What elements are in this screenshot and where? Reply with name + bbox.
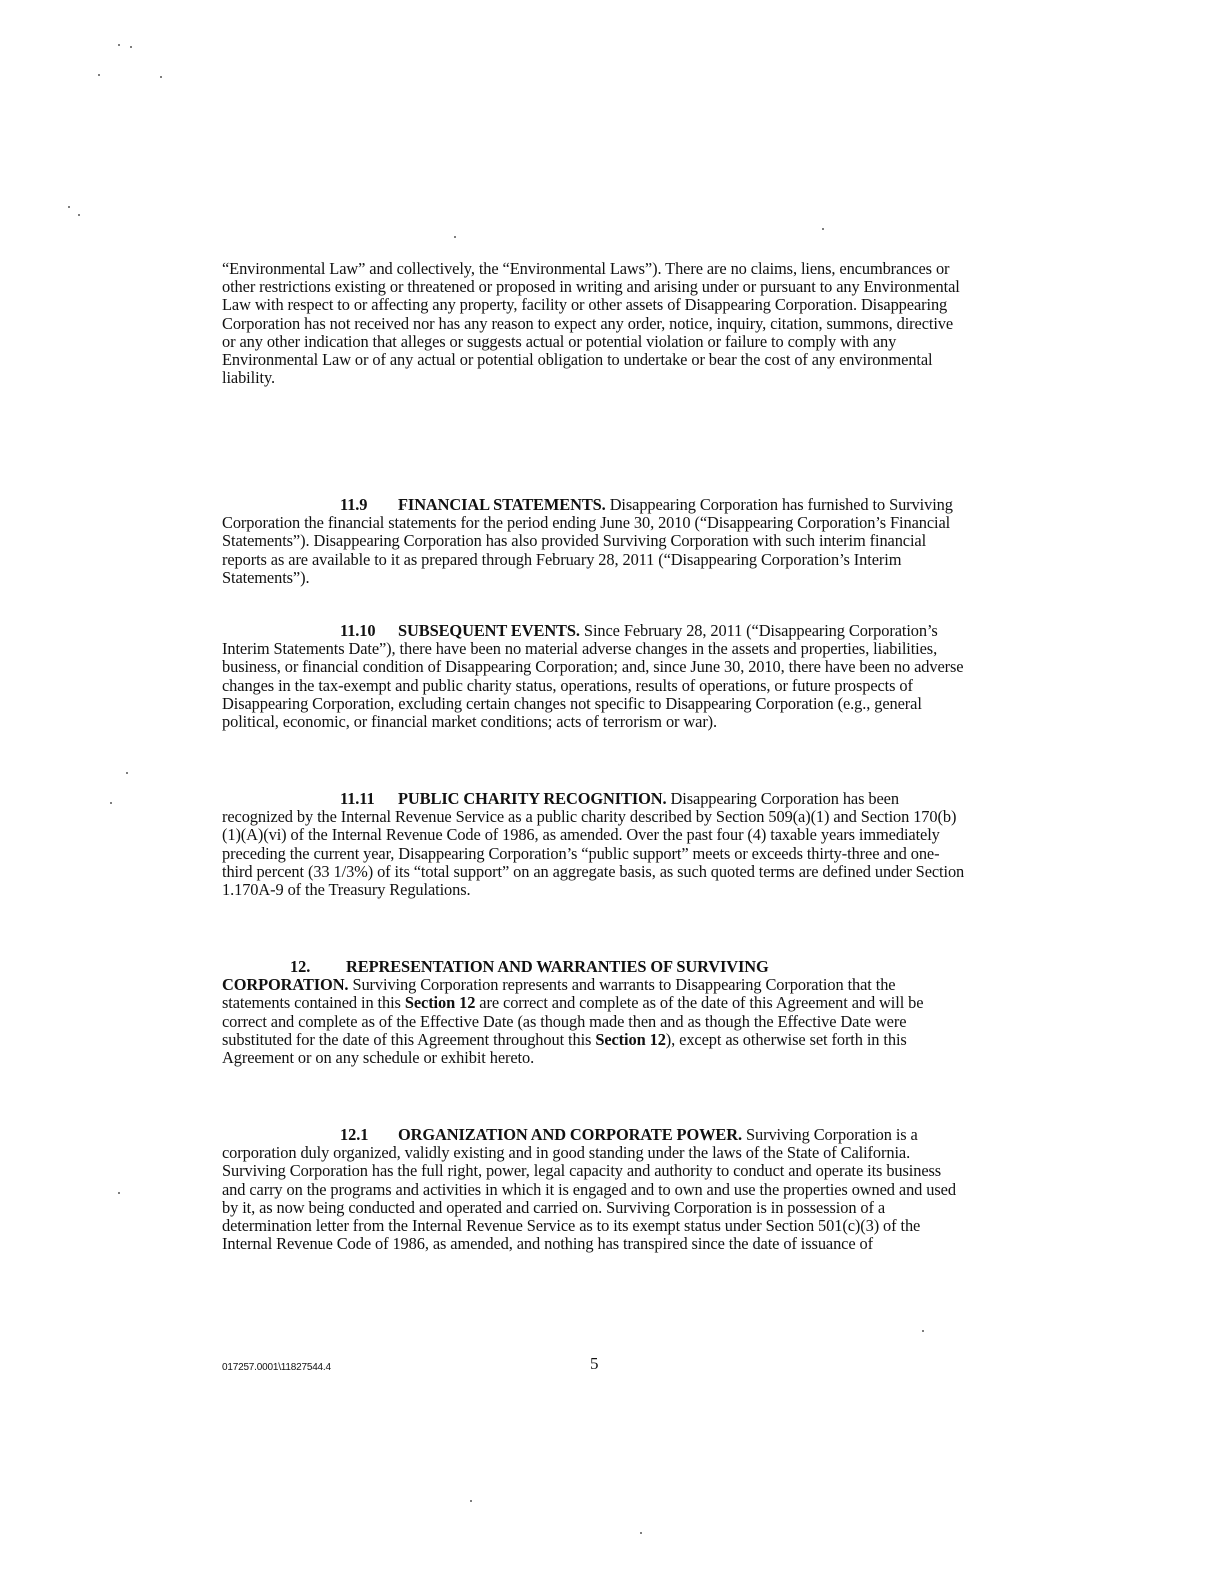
section-body: Disappearing Corporation has furnished to Surviving Corporation the financial statements for the period ending June 30, 2010 (“Disappearing Corporation’s Financial Statements”). Disappearing Corporation has also provided Surviving Corporation with such interim financial reports as are available to it as prepared through February 28, 2011 (“Disappearing Corporation’s Interim Statements”). xyxy=(222,495,953,587)
section-number: 12.1 xyxy=(340,1125,369,1144)
section-title: SUBSEQUENT EVENTS. xyxy=(398,621,580,640)
section-11-10 xyxy=(222,622,967,731)
scan-speck xyxy=(98,74,100,76)
scan-speck xyxy=(822,228,824,230)
page-number: 5 xyxy=(590,1354,599,1373)
scan-speck xyxy=(126,772,128,774)
scan-speck xyxy=(160,76,162,78)
section-12 xyxy=(222,958,967,1067)
scan-speck xyxy=(130,46,132,48)
section-11-9 xyxy=(222,496,967,587)
section-body: Since February 28, 2011 (“Disappearing Corporation’s Interim Statements Date”), there have been no material adverse changes in the assets and properties, liabilities, business, or financial condition of Disappearing Corporation; and, since June 30, 2010, there have been no adverse changes in the tax-exempt and public charity status, operations, results of operations, or future prospects of Disappearing Corporation, excluding certain changes not specific to Disappearing Corporation (e.g., general political, economic, or financial market conditions; acts of terrorism or war). xyxy=(222,621,964,732)
scan-speck xyxy=(454,236,456,238)
section-body-part3: ), except as otherwise set forth in this Agreement or on any schedule or exhibit hereto. xyxy=(222,1029,907,1068)
scan-speck xyxy=(640,1532,642,1534)
section-title: FINANCIAL STATEMENTS. xyxy=(398,495,606,514)
section-number: 11.9 xyxy=(340,495,368,514)
scan-speck xyxy=(118,44,120,46)
scan-speck xyxy=(470,1500,472,1502)
continuation-paragraph: “Environmental Law” and collectively, the “Environmental Laws”). There are no claims, liens, encumbrances or other restrictions existing or threatened or proposed in writing and arising under or pursuant to any Environmental Law with respect to or affecting any property, facility or other assets of Disappearing Corporation. Disappearing Corporation has not received nor has any reason to expect any order, notice, inquiry, citation, summons, directive or any other indication that alleges or suggests actual or potential violation or failure to comply with any Environmental Law or of any actual or potential obligation to undertake or bear the cost of any environmental liability. xyxy=(222,259,960,388)
section-reference: Section 12 xyxy=(404,993,476,1013)
scan-speck xyxy=(922,1330,924,1332)
section-title: PUBLIC CHARITY RECOGNITION. xyxy=(398,789,667,808)
section-body-part2: are correct and complete as of the date of this Agreement and will be correct and complete as of the Effective Date (as though made then and as though the Effective Date were substituted for the date of this Agreement throughout this xyxy=(222,993,924,1049)
section-body: Surviving Corporation is a corporation duly organized, validly existing and in good standing under the laws of the State of California. Surviving Corporation has the full right, power, legal capacity and authority to conduct and operate its business and carry on the programs and activities in which it is engaged and to own and use the properties owned and used by it, as now being conducted and operated and carried on. Surviving Corporation is in possession of a determination letter from the Internal Revenue Service as to its exempt status under Section 501(c)(3) of the Internal Revenue Code of 1986, as amended, and nothing has transpired since the date of issuance of xyxy=(222,1125,956,1254)
scan-speck xyxy=(68,206,70,208)
section-body-part1: Surviving Corporation represents and warrants to Disappearing Corporation that the statements contained in this xyxy=(222,975,896,1013)
scan-speck xyxy=(110,802,112,804)
scan-speck xyxy=(118,1192,120,1194)
section-number: 11.11 xyxy=(340,789,375,808)
section-reference: Section 12 xyxy=(595,1029,666,1049)
section-number: 11.10 xyxy=(340,621,376,640)
section-title-line1: REPRESENTATION AND WARRANTIES OF SURVIVING xyxy=(346,957,769,976)
scan-speck xyxy=(78,214,80,216)
section-title-line2: CORPORATION. xyxy=(222,975,349,995)
section-number: 12. xyxy=(290,957,311,976)
section-11-11 xyxy=(222,790,967,899)
section-title: ORGANIZATION AND CORPORATE POWER. xyxy=(398,1125,742,1144)
footer-document-id: 017257.0001\11827544.4 xyxy=(222,1362,331,1373)
section-body: Disappearing Corporation has been recognized by the Internal Revenue Service as a public charity described by Section 509(a)(1) and Section 170(b)(1)(A)(vi) of the Internal Revenue Code of 1986, as amended. Over the past four (4) taxable years immediately preceding the current year, Disappearing Corporation’s “public support” meets or exceeds thirty-three and one-third percent (33 1/3%) of its “total support” on an aggregate basis, as such quoted terms are defined under Section 1.170A-9 of the Treasury Regulations. xyxy=(222,789,965,900)
section-12-1 xyxy=(222,1126,967,1253)
